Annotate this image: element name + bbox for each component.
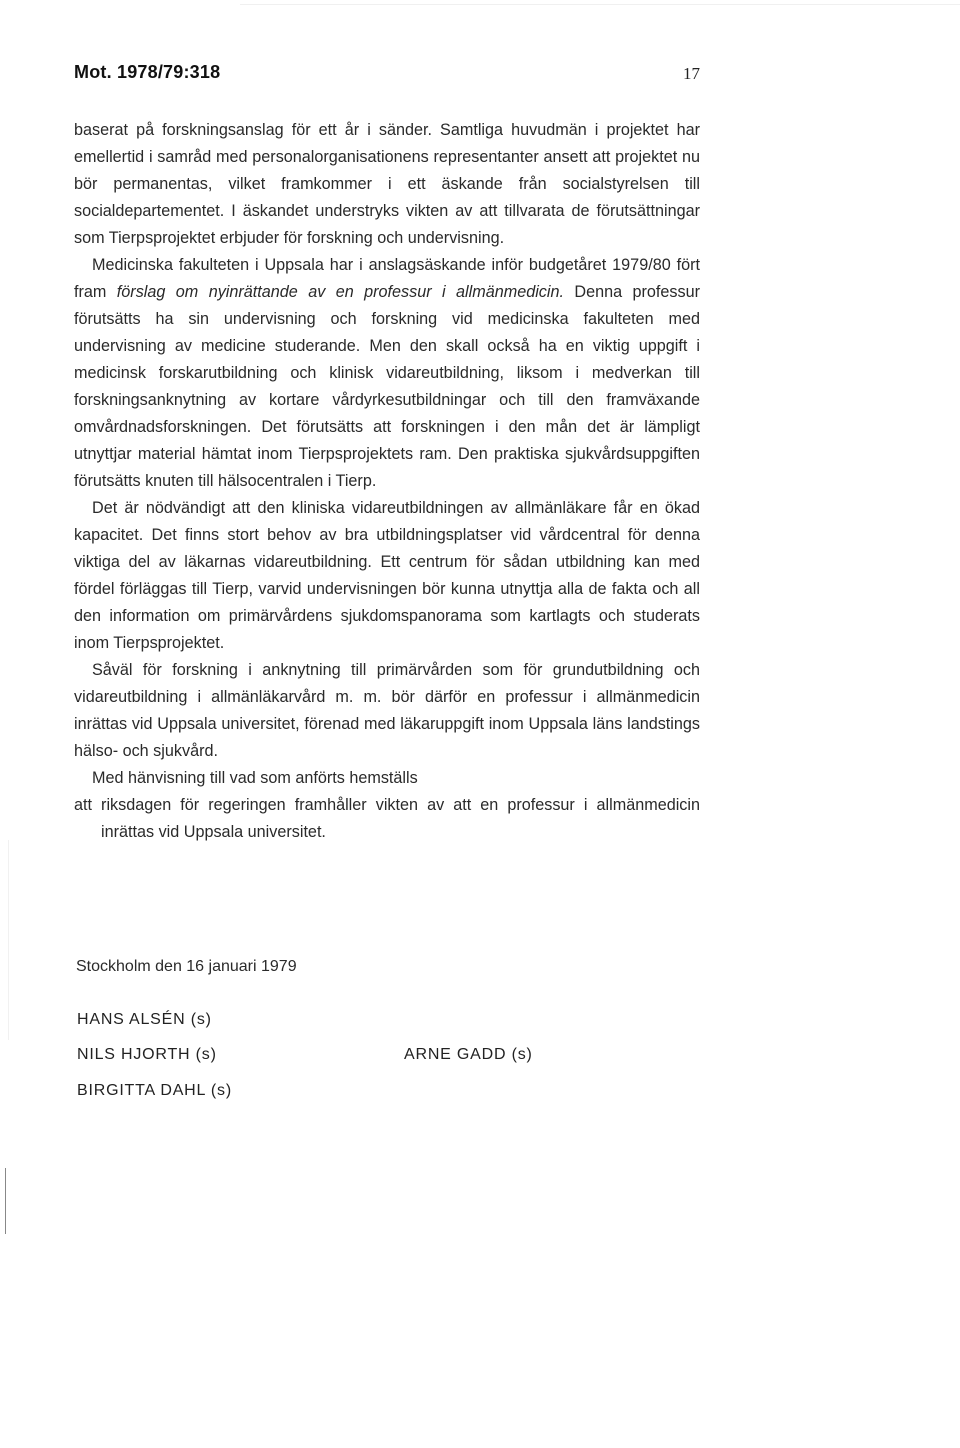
paragraph-faculty	[74, 252, 700, 495]
page-number: 17	[683, 64, 700, 83]
scan-margin-mark	[8, 840, 9, 1040]
paragraph-faculty-text-b: Denna professur förutsätts ha sin undervisning och forskning vid medicinska fakulteten med undervisning av medicine studerande. Men den skall också ha en viktig uppgift i medicinsk forskarutbildning och klinisk vidareutbildning, liksom i medverkan till forskningsanknytning av kortare vårdyrkesutbildningar och till den framväxande omvårdnadsforskningen. Det förutsätts att forskningen i den mån det är lämpligt utnyttjar material hämtat inom Tierpsprojektets ram. Den praktiska sjukvårdsuppgiften förutsätts knuten till hälsocentralen i Tierp.	[74, 283, 700, 490]
signature-arne-gadd: ARNE GADD (s)	[404, 1046, 533, 1063]
paragraph-faculty-italic: förslag om nyinrättande av en professur i allmänmedicin.	[116, 283, 564, 301]
page-header	[74, 62, 700, 88]
body-text	[74, 117, 700, 846]
scan-margin-line	[5, 1168, 6, 1234]
place-date: Stockholm den 16 januari 1979	[76, 958, 297, 975]
document-id: Mot. 1978/79:318	[74, 62, 221, 82]
paragraph-faculty-text-a: Medicinska fakulteten i Uppsala har i anslagsäskande inför budgetåret 1979/80 fört fram	[74, 256, 700, 301]
scan-edge-line	[240, 4, 960, 5]
paragraph-clinical-training: Det är nödvändigt att den kliniska vidareutbildningen av allmänläkare får en ökad kapacitet. Det finns stort behov av bra utbildningsplatser vid vårdcentral för denna viktiga del av läkarnas vidareutbildning. Ett centrum för sådan utbildning kan med fördel förläggas till Tierp, varvid undervisningen bör kunna utnyttja alla de fakta och all den information om primärvårdens sjukdomspanorama som kartlagts och studerats inom Tierpsprojektet.	[74, 499, 700, 652]
signature-nils-hjorth: NILS HJORTH (s)	[77, 1046, 217, 1063]
proposal-clause: att riksdagen för regeringen framhåller vikten av att en professur i allmänmedicin inrättas vid Uppsala universitet.	[74, 796, 700, 841]
paragraph-request-intro: Med hänvisning till vad som anförts hemställs	[92, 769, 418, 787]
signature-birgitta-dahl: BIRGITTA DAHL (s)	[77, 1082, 232, 1099]
signature-hans-alsen: HANS ALSÉN (s)	[77, 1011, 212, 1028]
paragraph-professorship: Såväl för forskning i anknytning till primärvården som för grundutbildning och vidareutbildning i allmänläkarvård m. m. bör därför en professur i allmänmedicin inrättas vid Uppsala universitet, förenad med läkaruppgift inom Uppsala läns landstings hälso- och sjukvård.	[74, 661, 700, 760]
paragraph-continuation: baserat på forskningsanslag för ett år i sänder. Samtliga huvudmän i projektet har emellertid i samråd med personalorganisationens representanter ansett att projektet nu bör permanentas, vilket framkommer i ett äskande från socialstyrelsen till socialdepartementet. I äskandet understryks vikten av att tillvarata de förutsättningar som Tierpsprojektet erbjuder för forskning och undervisning.	[74, 121, 700, 247]
